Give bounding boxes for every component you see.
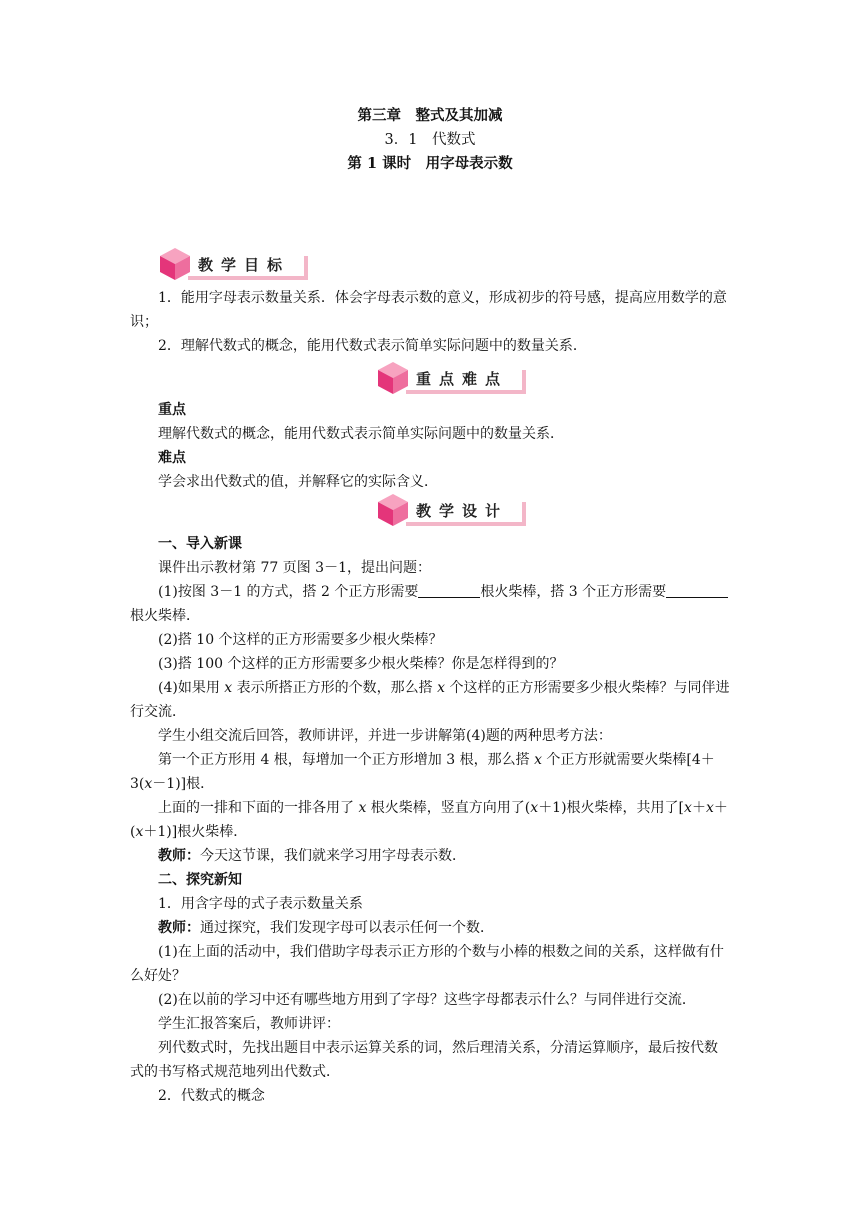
part1-heading: 一、导入新课 [158,536,242,552]
cube-icon [376,360,410,396]
teacher-text: 今天这节课，我们就来学习用字母表示数． [200,848,466,864]
design-section [130,532,730,1108]
question-4 [130,676,730,724]
section-title: 3．1 代数式 [384,132,476,148]
variable-x: x [705,800,714,816]
banner-goals [158,244,304,284]
method2-part-a: 上面的一排和下面的一排各用了 [158,800,359,816]
method1-part-a: 第一个正方形用 4 根，每增加一个正方形增加 3 根，那么搭 [158,752,535,768]
question-2: (2)搭 10 个这样的正方形需要多少根火柴棒？ [158,632,443,648]
q1-part-b: 根火柴棒，搭 3 个正方形需要 [480,584,667,600]
lesson-title: 第 1 课时 用字母表示数 [347,155,513,172]
variable-x: x [534,752,542,768]
cube-icon [376,492,410,528]
banner-design [376,490,522,530]
answer-blank-1 [418,583,480,598]
chapter-title: 第三章 整式及其加减 [357,107,503,124]
variable-x: x [358,800,367,816]
q4-part-b: 表示所搭正方形的个数，那么搭 [232,680,438,696]
q1-part-a: (1)按图 3－1 的方式，搭 2 个正方形需要 [158,584,419,600]
goals-section [130,286,730,358]
goal-item-2: 2．理解代数式的概念，能用代数式表示简单实际问题中的数量关系． [158,338,587,354]
banner-key-points-label: 重点难点 [406,366,522,390]
q1-part-c: 根火柴棒． [130,608,200,624]
method2-part-d: ＋ [691,800,706,816]
rule-text: 列代数式时，先找出题目中表示运算关系的词，然后理清关系，分清运算顺序，最后按代数式的书写格式规范地列出代数式． [130,1040,718,1080]
variable-x: x [437,680,445,696]
answer-blank-2 [666,583,728,598]
subheading-1: 1．用含字母的式子表示数量关系 [158,896,363,912]
q4-part-c: 个这样的正方形需要多少根火柴棒？与同伴进行交流． [130,680,730,720]
teacher-label: 教师： [158,848,200,864]
subheading-2: 2．代数式的概念 [158,1088,265,1104]
focus-text: 理解代数式的概念，能用代数式表示简单实际问题中的数量关系． [158,426,564,442]
method1-part-b: 个正方形就需要火柴棒[4＋3( [130,752,715,792]
question-3: (3)搭 100 个这样的正方形需要多少根火柴棒？你是怎样得到的？ [158,656,564,672]
part2-heading: 二、探究新知 [158,872,242,888]
q4-part-a: (4)如果用 [158,680,225,696]
cube-icon [158,246,192,282]
method-2 [130,796,730,844]
title-block [0,104,860,176]
prompt-2: (2)在以前的学习中还有哪些地方用到了字母？这些字母都表示什么？与同伴进行交流． [158,992,696,1008]
intro-text: 课件出示教材第 77 页图 3－1，提出问题： [158,560,431,576]
review-text: 学生小组交流后回答，教师讲评，并进一步讲解第(4)题的两种思考方法： [158,728,612,744]
teacher-label: 教师： [158,920,200,936]
teacher-text: 通过探究，我们发现字母可以表示任何一个数． [200,920,494,936]
banner-design-label: 教学设计 [406,498,522,522]
method2-part-e: ＋( [130,800,728,840]
teacher-remark-2 [130,916,730,940]
method2-part-b: 根火柴棒，竖直方向用了( [366,800,531,816]
method1-part-c: －1)]根． [152,776,215,792]
method2-part-f: ＋1)]根火柴棒． [143,824,248,840]
variable-x: x [530,800,539,816]
variable-x: x [684,800,692,816]
variable-x: x [135,824,144,840]
goal-item-1: 1．能用字母表示数量关系．体会字母表示数的意义，形成初步的符号感，提高应用数学的意识； [130,290,727,330]
teacher-remark-1 [130,844,730,868]
variable-x: x [224,680,233,696]
report-text: 学生汇报答案后，教师讲评： [158,1016,340,1032]
method-1 [130,748,730,796]
banner-key-points [376,358,522,398]
method2-part-c: ＋1)根火柴棒，共用了[ [538,800,685,816]
variable-x: x [144,776,153,792]
banner-goals-label: 教学目标 [188,252,304,276]
prompt-1: (1)在上面的活动中，我们借助字母表示正方形的个数与小棒的根数之间的关系，这样做有什么好处？ [130,944,724,984]
focus-label: 重点 [158,402,186,418]
difficulty-text: 学会求出代数式的值，并解释它的实际含义． [158,474,438,490]
question-1 [130,580,730,628]
difficulty-label: 难点 [158,450,186,466]
key-points-section [130,398,730,494]
